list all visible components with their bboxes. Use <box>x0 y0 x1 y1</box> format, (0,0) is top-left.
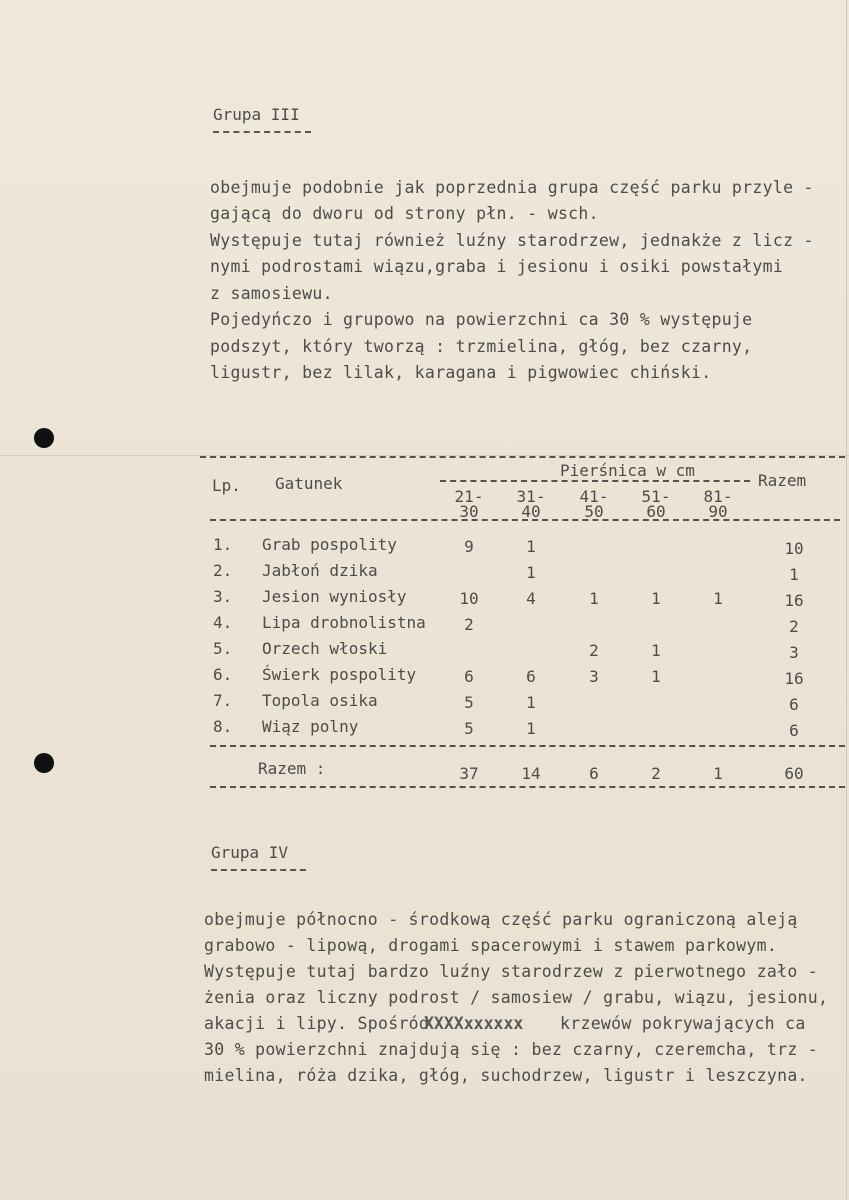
group4-line-3: Występuje tutaj bardzo luźny starodrzew z pierwotnego zało - <box>204 962 819 981</box>
row-8-number: 8. <box>213 717 233 736</box>
range-4-bottom: 60 <box>646 502 666 521</box>
sum-value-1: 37 <box>459 764 479 783</box>
row-8-value-2: 1 <box>526 719 536 738</box>
group4-line-7: mielina, róża dzika, głóg, suchodrzew, ligustr i leszczyna. <box>204 1066 808 1085</box>
range-5-top: 81- <box>703 487 733 506</box>
row-3-number: 3. <box>213 587 233 606</box>
row-2-total: 1 <box>789 565 799 584</box>
group3-line-5: z samosiewu. <box>210 284 333 303</box>
col-group-header: Pierśnica w cm <box>560 461 695 480</box>
group3-heading-underline <box>213 131 311 133</box>
group4-heading-underline <box>211 869 306 871</box>
range-3-bottom: 50 <box>584 502 604 521</box>
row-7-number: 7. <box>213 691 233 710</box>
row-7-value-2: 1 <box>526 693 536 712</box>
group4-line-6: 30 % powierzchni znajdują się : bez czarny, czeremcha, trz - <box>204 1040 819 1059</box>
sum-total: 60 <box>784 764 804 783</box>
row-8-value-1: 5 <box>464 719 474 738</box>
row-2-number: 2. <box>213 561 233 580</box>
sum-value-5: 1 <box>713 764 723 783</box>
row-5-total: 3 <box>789 643 799 662</box>
row-7-species: Topola osika <box>262 691 378 710</box>
row-2-species: Jabłoń dzika <box>262 561 378 580</box>
row-4-total: 2 <box>789 617 799 636</box>
row-7-value-1: 5 <box>464 693 474 712</box>
row-5-value-4: 1 <box>651 641 661 660</box>
row-4-species: Lipa drobnolistna <box>262 613 426 632</box>
group4-line-1: obejmuje północno - środkową część parku ograniczoną aleją <box>204 910 798 929</box>
sum-value-4: 2 <box>651 764 661 783</box>
page-edge <box>846 0 847 1200</box>
range-2-top: 31- <box>516 487 546 506</box>
row-3-value-1: 10 <box>459 589 479 608</box>
row-5-value-3: 2 <box>589 641 599 660</box>
row-6-total: 16 <box>784 669 804 688</box>
row-5-species: Orzech włoski <box>262 639 388 658</box>
row-1-value-2: 1 <box>526 537 536 556</box>
punch-hole-top <box>34 428 54 448</box>
row-6-value-1: 6 <box>464 667 474 686</box>
row-3-species: Jesion wyniosły <box>262 587 407 606</box>
col-total-header: Razem <box>758 471 807 490</box>
range-2-bottom: 40 <box>521 502 541 521</box>
row-7-total: 6 <box>789 695 799 714</box>
row-6-value-2: 6 <box>526 667 536 686</box>
row-3-value-5: 1 <box>713 589 723 608</box>
row-2-value-2: 1 <box>526 563 536 582</box>
struck-out-text: XXXXxxxxxx <box>424 1014 524 1033</box>
row-6-value-3: 3 <box>589 667 599 686</box>
group3-line-3: Występuje tutaj również luźny starodrzew, jednakże z licz - <box>210 231 814 250</box>
group3-line-4: nymi podrostami wiązu,graba i jesionu i osiki powstałymi <box>210 257 784 276</box>
group4-line-5-end: krzewów pokrywających ca <box>560 1014 806 1033</box>
row-3-total: 16 <box>784 591 804 610</box>
range-1-bottom: 30 <box>459 502 479 521</box>
row-6-number: 6. <box>213 665 233 684</box>
group3-line-6: Pojedyńczo i grupowo na powierzchni ca 30 % występuje <box>210 310 753 329</box>
table-bottom-rule <box>210 786 845 788</box>
row-3-value-3: 1 <box>589 589 599 608</box>
row-8-total: 6 <box>789 721 799 740</box>
sum-top-rule <box>210 745 845 747</box>
punch-hole-bottom <box>34 753 54 773</box>
group3-line-2: gającą do dworu od strony płn. - wsch. <box>210 204 599 223</box>
group3-heading: Grupa III <box>213 105 300 124</box>
col-species-header: Gatunek <box>275 474 343 493</box>
header-bottom-rule <box>210 519 840 521</box>
row-6-species: Świerk pospolity <box>262 665 417 684</box>
row-3-value-2: 4 <box>526 589 536 608</box>
row-1-species: Grab pospolity <box>262 535 397 554</box>
sum-label: Razem : <box>258 759 326 778</box>
row-4-number: 4. <box>213 613 233 632</box>
row-5-number: 5. <box>213 639 233 658</box>
sum-value-2: 14 <box>521 764 541 783</box>
row-3-value-4: 1 <box>651 589 661 608</box>
group4-heading: Grupa IV <box>211 843 289 862</box>
table-top-rule <box>200 456 845 458</box>
group3-line-1: obejmuje podobnie jak poprzednia grupa część parku przyle - <box>210 178 814 197</box>
group4-line-2: grabowo - lipową, drogami spacerowymi i stawem parkowym. <box>204 936 778 955</box>
header-group-rule <box>440 480 750 482</box>
group4-line-5-start: akacji i lipy. Spośród <box>204 1014 430 1033</box>
row-1-value-1: 9 <box>464 537 474 556</box>
col-lp-header: Lp. <box>212 476 241 495</box>
row-8-species: Wiąz polny <box>262 717 359 736</box>
range-3-top: 41- <box>579 487 609 506</box>
range-4-top: 51- <box>641 487 671 506</box>
group4-line-4: żenia oraz liczny podrost / samosiew / grabu, wiązu, jesionu, <box>204 988 829 1007</box>
group3-line-7: podszyt, który tworzą : trzmielina, głóg, bez czarny, <box>210 337 753 356</box>
range-1-top: 21- <box>454 487 484 506</box>
row-6-value-4: 1 <box>651 667 661 686</box>
row-1-total: 10 <box>784 539 804 558</box>
range-5-bottom: 90 <box>708 502 728 521</box>
sum-value-3: 6 <box>589 764 599 783</box>
row-1-number: 1. <box>213 535 233 554</box>
row-4-value-1: 2 <box>464 615 474 634</box>
group3-line-8: ligustr, bez lilak, karagana i pigwowiec chiński. <box>210 363 712 382</box>
